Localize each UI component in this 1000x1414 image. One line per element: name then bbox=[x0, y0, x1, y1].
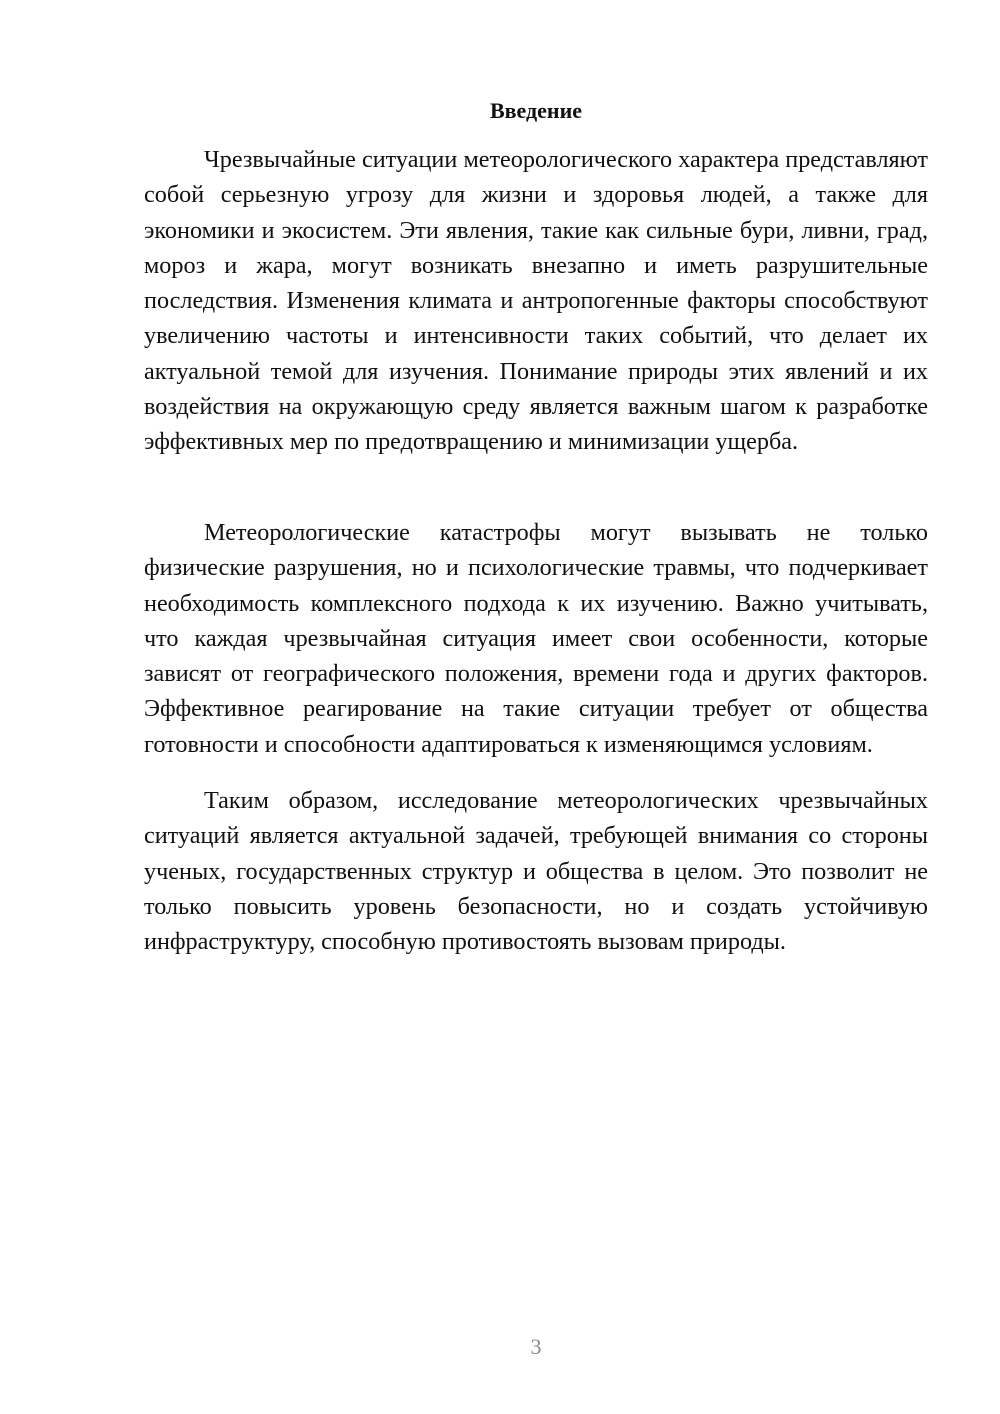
paragraph-2: Метеорологические катастрофы могут вызывать не только физические разрушения, но и психологические травмы, что подчеркивает необходимость комплексного подхода к их изучению. Важно учитывать, что каждая чрезвычайная ситуация имеет свои особенности, которые зависят от географического положения, времени года и других факторов. Эффективное реагирование на такие ситуации требует от общества готовности и способности адаптироваться к изменяющимся условиям. bbox=[144, 519, 928, 758]
paragraph-3: Таким образом, исследование метеорологических чрезвычайных ситуаций является актуальной задачей, требующей внимания со стороны ученых, государственных структур и общества в целом. Это позволит не только повысить уровень безопасности, но и создать устойчивую инфраструктуру, способную противостоять вызовам природы. bbox=[144, 787, 928, 956]
section-heading: Введение bbox=[489, 98, 583, 123]
page-number: 3 bbox=[530, 1334, 542, 1359]
paragraph-1: Чрезвычайные ситуации метеорологического характера представляют собой серьезную угрозу для жизни и здоровья людей, а также для экономики и экосистем. Эти явления, такие как сильные бури, ливни, град, мороз и жара, могут возникать внезапно и иметь разрушительные последствия. Изменения климата и антропогенные факторы способствуют увеличению частоты и интенсивности таких событий, что делает их актуальной темой для изучения. Понимание природы этих явлений и их воздействия на окружающую среду является важным шагом к разработке эффективных мер по предотвращению и минимизации ущерба. bbox=[144, 146, 928, 456]
